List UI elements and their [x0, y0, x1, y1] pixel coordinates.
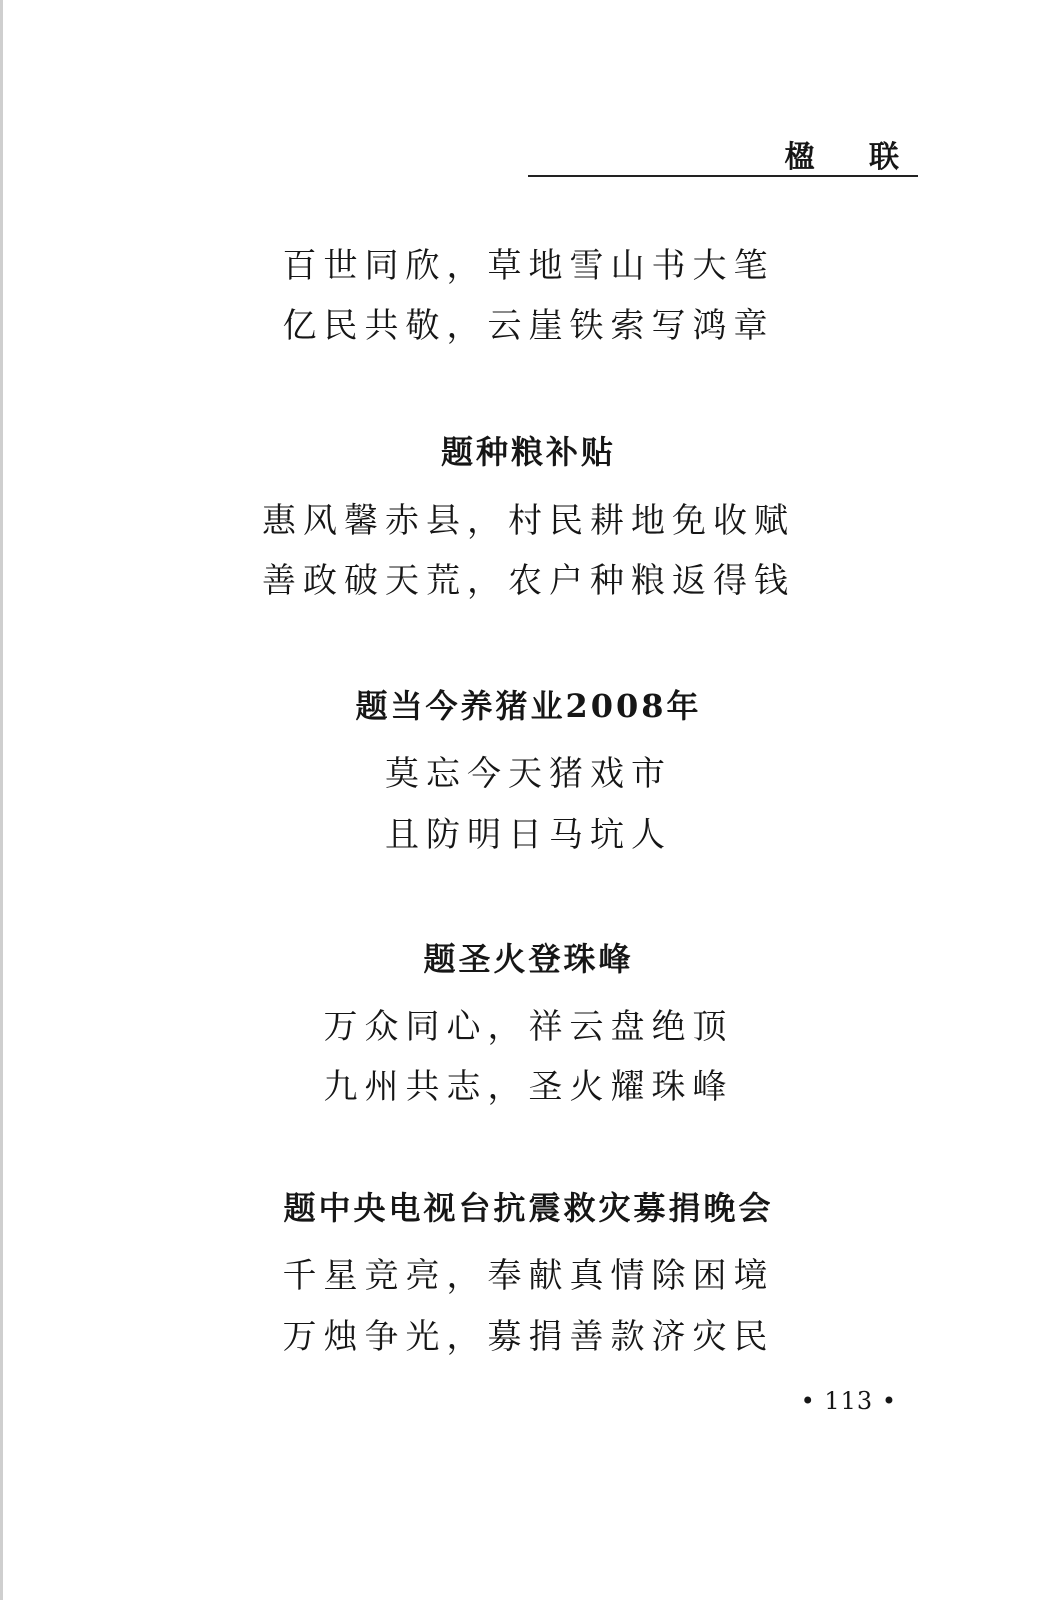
header-rule: [528, 175, 918, 177]
poem-title: 题当今养猪业2008年: [355, 687, 702, 725]
poem-title: 题中央电视台抗震救灾募捐晚会: [283, 1189, 774, 1227]
couplet-line: 九州共志，圣火耀珠峰: [323, 1067, 734, 1107]
couplet-line: 千星竞亮，奉献真情除困境: [282, 1256, 775, 1296]
couplet-line: 百世同欣，草地雪山书大笔: [282, 246, 775, 286]
poem-title: 题圣火登珠峰: [423, 940, 634, 978]
couplet-line: 莫忘今天猪戏市: [385, 754, 672, 794]
poem-title: 题种粮补贴: [440, 433, 616, 471]
couplet-line: 亿民共敬，云崖铁索写鸿章: [282, 306, 775, 346]
couplet-line: 且防明日马坑人: [385, 815, 672, 855]
couplet-line: 善政破天荒，农户种粮返得钱: [262, 561, 795, 601]
page-number: • 113 •: [800, 1387, 897, 1415]
couplet-line: 万众同心，祥云盘绝顶: [323, 1007, 734, 1047]
running-head: 楹 联: [784, 140, 921, 175]
couplet-line: 万烛争光，募捐善款济灾民: [282, 1317, 775, 1357]
couplet-line: 惠风馨赤县，村民耕地免收赋: [262, 501, 795, 541]
